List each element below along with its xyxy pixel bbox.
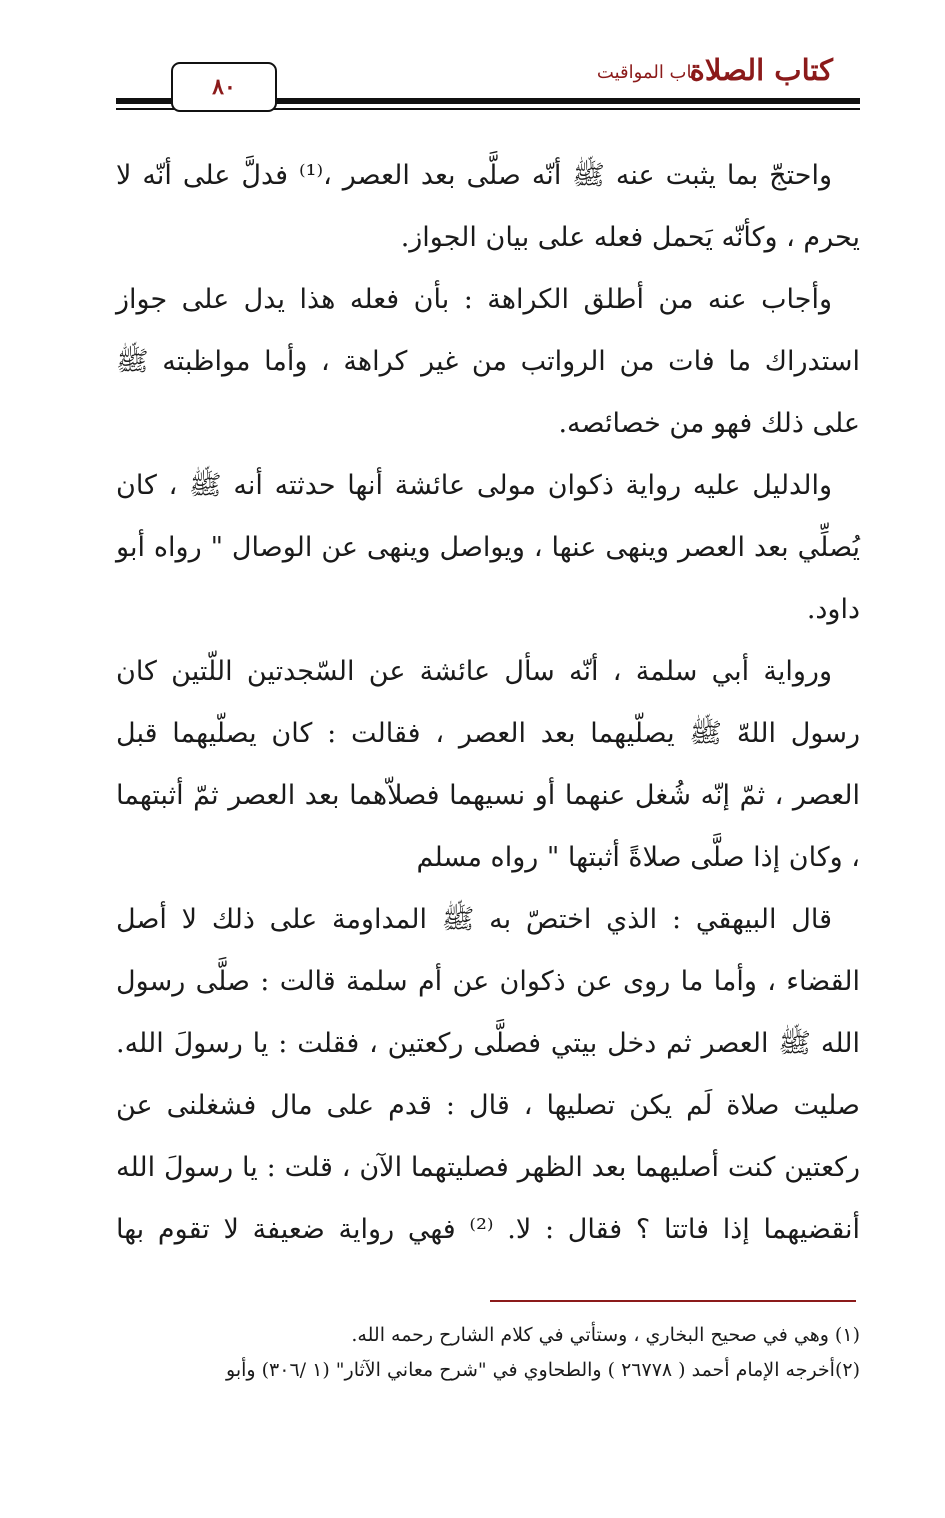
footnotes: [116, 1318, 860, 1388]
paragraph-4: ورواية أبي سلمة ، أنّه سأل عائشة عن السّجدتين اللّتين كان رسول اللهّ ﷺ يصلّيهما بعد العصر ، فقالت : كان يصلّيهما قبل العصر ، ثمّ إنّه شُغل عنهما أو نسيهما فصلاّهما بعد العصر ثمّ أثبتهما ، وكان إذا صلَّى صلاةً أثبتها " رواه مسلم: [116, 656, 860, 873]
paragraph-3: والدليل عليه رواية ذكوان مولى عائشة أنها حدثته أنه ﷺ ، كان يُصلِّي بعد العصر وينهى عنها ، ويواصل وينهى عن الوصال " رواه أبو داود.: [116, 470, 860, 625]
page-header: [0, 0, 945, 120]
chapter-title: باب المواقيت: [596, 62, 697, 83]
page-number: ٨٠: [212, 74, 236, 100]
book-title: كتاب الصلاة: [689, 53, 833, 87]
paragraph-1: واحتجّ بما يثبت عنه ﷺ أنّه صلَّى بعد العصر ،⁽¹⁾ فدلَّ على أنّه لا يحرم ، وكأنّه يَحمل فعله على بيان الجواز.: [116, 160, 860, 253]
footnote-2: (٢)أخرجه الإمام أحمد ( ٢٦٧٧٨ ) والطحاوي في "شرح معاني الآثار" (١ /٣٠٦) وأبو: [226, 1359, 860, 1381]
paragraph-5: قال البيهقي : الذي اختصّ به ﷺ المداومة على ذلك لا أصل القضاء ، وأما ما روى عن ذكوان عن أم سلمة قالت : صلَّى رسول الله ﷺ العصر ثم دخل بيتي فصلَّى ركعتين ، فقلت : يا رسولَ الله. صليت صلاة لَم يكن تصليها ، قال : قدم على مال فشغلنى عن ركعتين كنت أصليهما بعد الظهر فصليتهما الآن ، قلت : يا رسولَ الله أنقضيهما إذا فاتتا ؟ فقال : لا. ⁽²⁾ فهي رواية ضعيفة لا تقوم بها: [116, 904, 860, 1245]
main-text: [116, 145, 860, 1261]
footnote-1: (١) وهي في صحيح البخاري ، وستأتي في كلام الشارح رحمه الله.: [351, 1324, 860, 1346]
footnote-separator: [490, 1300, 856, 1302]
paragraph-2: وأجاب عنه من أطلق الكراهة : بأن فعله هذا يدل على جواز استدراك ما فات من الرواتب من غير كراهة ، وأما مواظبته ﷺ على ذلك فهو من خصائصه.: [116, 284, 860, 439]
page-number-box: [171, 62, 277, 112]
